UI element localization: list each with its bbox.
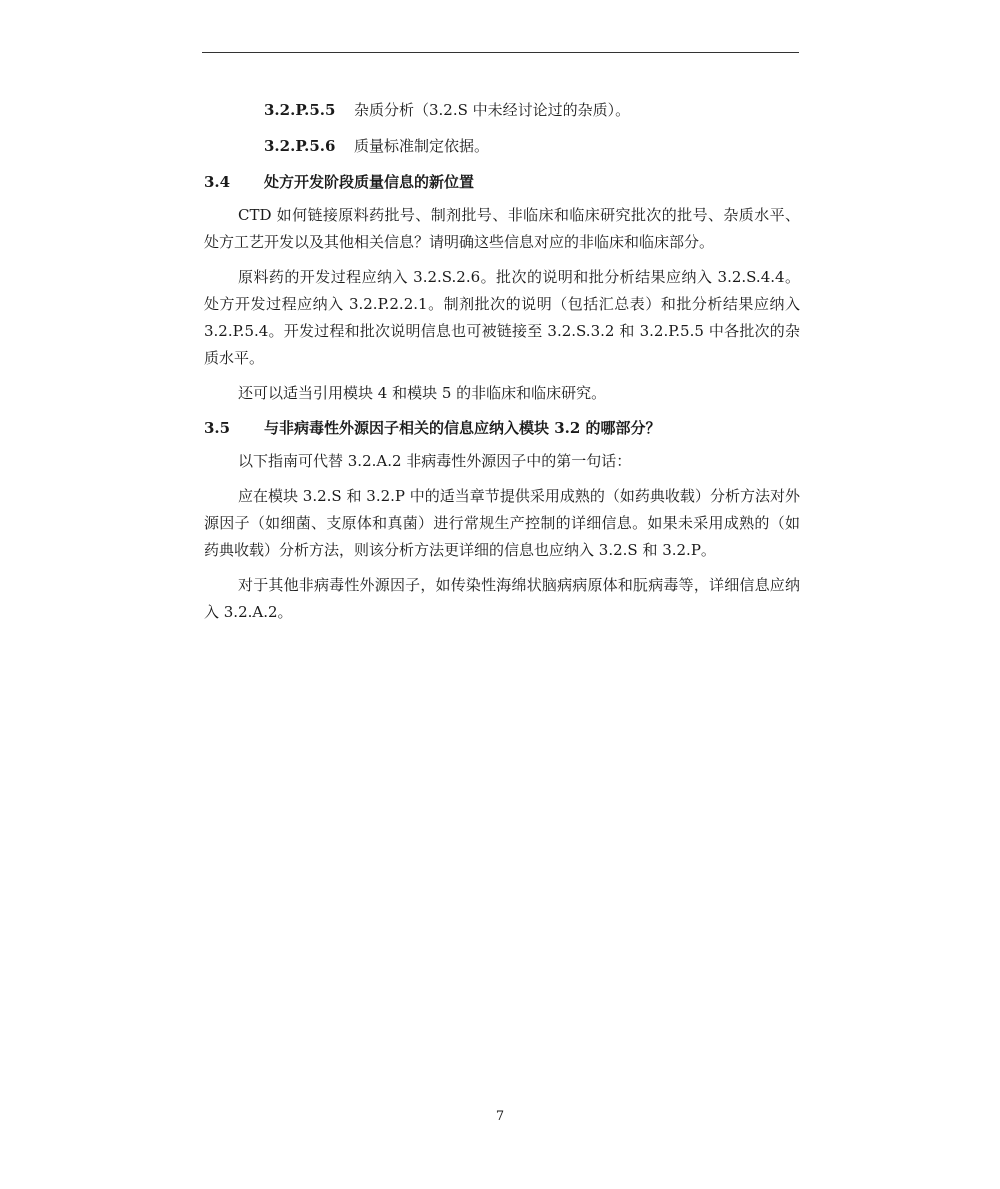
paragraph: 对于其他非病毒性外源因子，如传染性海绵状脑病病原体和朊病毒等，详细信息应纳入 3.2.A.2。 xyxy=(204,576,800,621)
section-title: 处方开发阶段质量信息的新位置 xyxy=(264,173,475,191)
page-number: 7 xyxy=(495,1109,505,1124)
subsection-number: 3.2.P.5.5 xyxy=(264,101,336,119)
subsection-text: 质量标准制定依据。 xyxy=(354,137,490,155)
section-number: 3.4 xyxy=(204,173,231,191)
section-heading-3-5 xyxy=(204,415,800,442)
section-heading-3-4 xyxy=(204,169,800,196)
subsection-number: 3.2.P.5.6 xyxy=(264,137,336,155)
paragraph: 应在模块 3.2.S 和 3.2.P 中的适当章节提供采用成熟的（如药典收载）分析方法对外源因子（如细菌、支原体和真菌）进行常规生产控制的详细信息。如果未采用成熟的（如药典收载）分析方法，则该分析方法更详细的信息也应纳入 3.2.S 和 3.2.P。 xyxy=(204,487,800,559)
paragraph: 原料药的开发过程应纳入 3.2.S.2.6。批次的说明和批分析结果应纳入 3.2.S.4.4。处方开发过程应纳入 3.2.P.2.2.1。制剂批次的说明（包括汇总表）和批分析结果应纳入 3.2.P.5.4。开发过程和批次说明信息也可被链接至 3.2.S.3.2 和 3.2.P.5.5 中各批次的杂质水平。 xyxy=(204,268,800,367)
paragraph: 还可以适当引用模块 4 和模块 5 的非临床和临床研究。 xyxy=(238,384,607,402)
paragraph: 以下指南可代替 3.2.A.2 非病毒性外源因子中的第一句话： xyxy=(238,452,632,470)
section-title: 与非病毒性外源因子相关的信息应纳入模块 3.2 的哪部分？ xyxy=(264,419,661,437)
paragraph: CTD 如何链接原料药批号、制剂批号、非临床和临床研究批次的批号、杂质水平、处方工艺开发以及其他相关信息？请明确这些信息对应的非临床和临床部分。 xyxy=(204,206,800,251)
section-number: 3.5 xyxy=(204,419,231,437)
subsection-item xyxy=(204,133,800,160)
page-content xyxy=(204,97,800,634)
subsection-text: 杂质分析（3.2.S 中未经讨论过的杂质）。 xyxy=(354,101,631,119)
subsection-item xyxy=(204,97,800,124)
header-rule xyxy=(202,52,799,53)
